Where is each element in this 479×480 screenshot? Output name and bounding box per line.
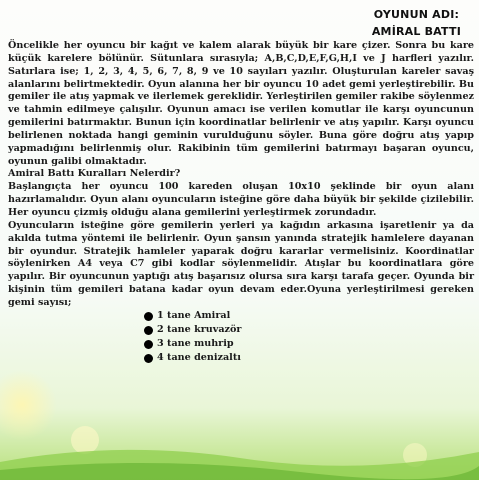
game-title-label: OYUNUN ADI:	[373, 8, 460, 21]
intro-paragraph: Öncelikle her oyuncu bir kağıt ve kalem alarak büyük bir kare çizer. Sonra bu kare küçük karelere bölünür. Sütunlara sırasıyla; A,B,C,D,E,F,G,H,I ve J harfleri yazılır. Satırlara ise; 1, 2, 3, 4, 5, 6, 7, 8, 9 ve 10 sayıları yazılır. Oluşturulan kareler savaş alanlarını belirtmektedir. Oyun alanına her bir oyuncu 10 adet gemi yerleştirebilir. Bu gemiler ile atış yapmak ve ilerlemek gereklidir. Yerleştirilen gemiler rakibe söylenmez ve tahmin edilmeye çalışılır. Oyunun amacı ise verilen komutlar ile karşı oyuncunun gemilerini batırmaktır. Bunun için koordinatlar belirlenir ve atış yapılır. Karşı oyuncu belirlenen noktada hangi geminin vurulduğunu söyler. Buna göre doğru atış yapıp yapmadığını belirlenmiş olur. Rakibinin tüm gemilerini batırmayı başaran oyuncu, oyunun galibi olmaktadır.	[8, 40, 474, 167]
ship-list-item	[144, 310, 474, 324]
ship-label: 4 tane denizaltı	[157, 352, 241, 364]
sun-glow	[0, 370, 57, 440]
grass-hill	[0, 450, 479, 480]
ships-intro: Oyuna yerleştirilmesi gereken gemi sayısı;	[8, 284, 474, 308]
ship-list-item	[144, 324, 474, 338]
rules-heading: Amiral Battı Kuralları Nelerdir?	[8, 168, 181, 180]
instructions-content	[8, 40, 474, 366]
rules-paragraph-play	[8, 220, 474, 310]
ship-list-item	[144, 338, 474, 352]
ship-label: 1 tane Amiral	[157, 310, 231, 322]
ship-label: 2 tane kruvazör	[157, 324, 242, 336]
ship-label: 3 tane muhrip	[157, 338, 234, 350]
bullet-icon	[144, 326, 153, 335]
grass-hill	[0, 463, 479, 480]
ship-list-item	[144, 352, 474, 366]
bullet-icon	[144, 312, 153, 321]
ship-list	[8, 310, 474, 366]
light-bokeh	[403, 443, 427, 467]
rules-paragraph-setup: Başlangıçta her oyuncu 100 kareden oluşan 10x10 şeklinde bir oyun alanı hazırlamalıdır. Oyun alanı oyuncuların isteğine göre daha büyük bir şekilde çizilebilir. Her oyuncu çizmiş olduğu alana gemilerini yerleştirmek zorundadır.	[8, 181, 474, 218]
bullet-icon	[144, 354, 153, 363]
game-title-block	[372, 6, 461, 40]
game-title-name: AMİRAL BATTI	[371, 25, 461, 38]
light-bokeh	[71, 426, 99, 454]
rules-paragraph-play-text: Oyuncuların isteğine göre gemilerin yerleri ya kağıdın arkasına işaretlenir ya da akılda tutma yöntemi ile belirlenir. Oyun şansın yanında stratejik hamlelere dayanan bir oyundur. Stratejik hamleler yaparak doğru kararlar vermelisiniz. Koordinatlar söylenirken A4 veya C7 gibi kodlar söylenmelidir. Atışlar bu koordinatlara göre yapılır. Bir oyuncunun yaptığı atış başarısız olursa sıra karşı tarafa geçer. Oyunda bir kişinin tüm gemileri batana kadar oyun devam eder.	[8, 219, 474, 296]
bullet-icon	[144, 340, 153, 349]
